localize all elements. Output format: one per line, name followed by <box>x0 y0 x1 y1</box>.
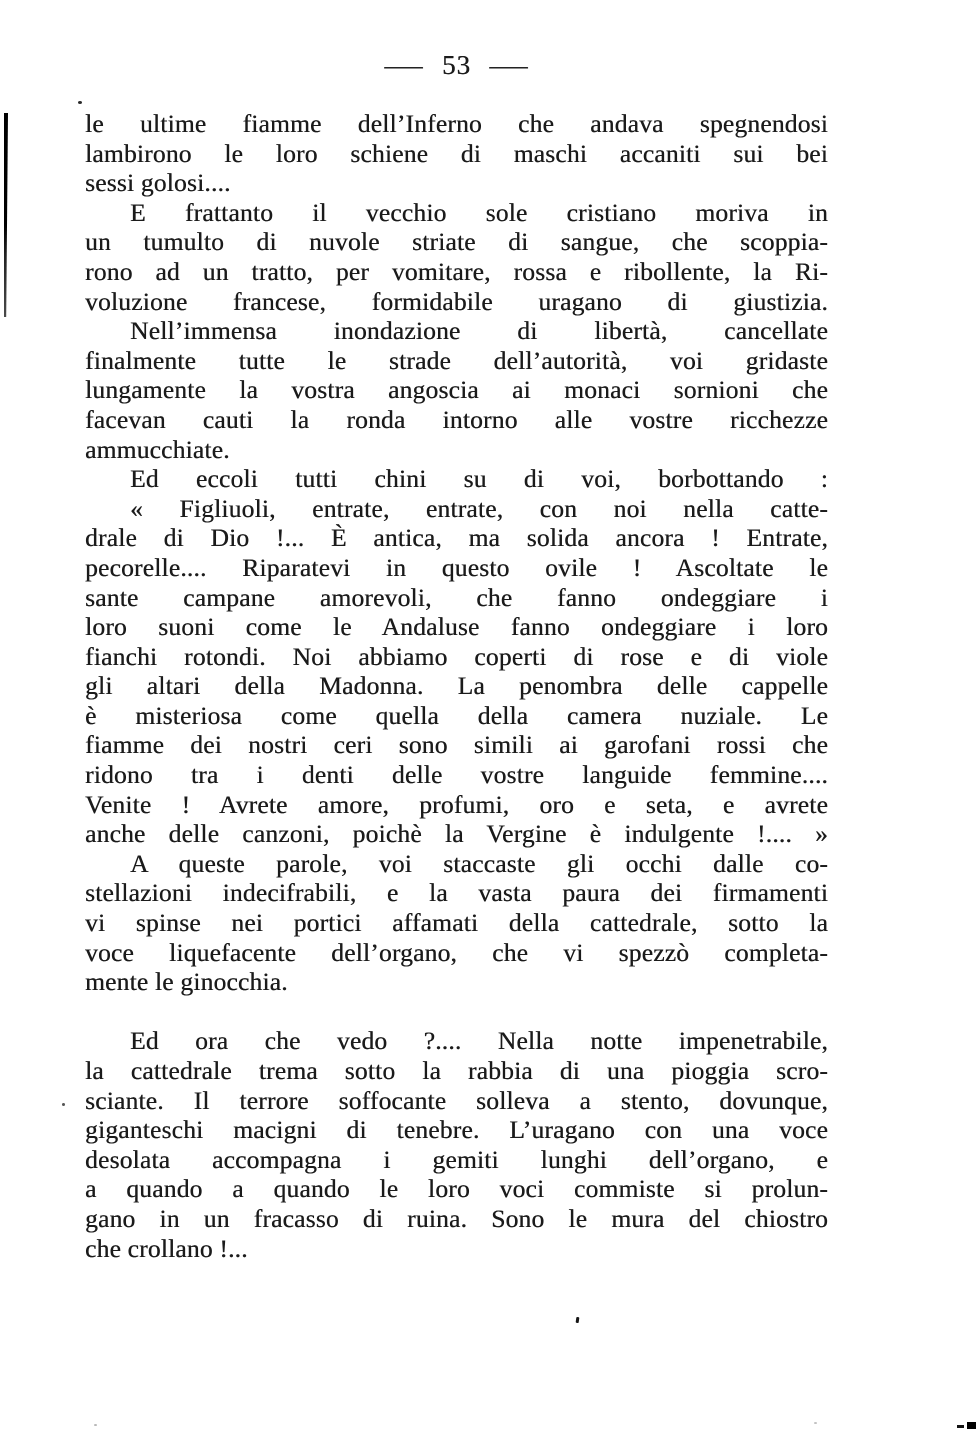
corner-mark-artifact <box>967 1422 976 1429</box>
ink-speck <box>78 101 82 104</box>
ink-speck <box>62 1103 65 1106</box>
text-line: ammucchiate. <box>85 434 230 464</box>
paragraph-gap <box>85 997 828 1027</box>
page-number: 53 <box>442 50 471 80</box>
text-line: « Figliuoli, entrate, entrate, con noi nella catte- <box>130 493 828 523</box>
scan-edge-line-artifact <box>4 113 8 317</box>
ink-speck <box>814 1422 817 1424</box>
text-line: finalmente tutte le strade dell’autorità, voi gridaste <box>85 345 828 375</box>
body-text <box>85 109 828 1263</box>
text-line: mente le ginocchia. <box>85 967 288 997</box>
ink-speck <box>576 1317 580 1323</box>
text-line: voce liquefacente dell’organo, che vi spezzò completa- <box>85 937 828 967</box>
text-line: lambirono le loro schiene di maschi accaniti sui bei <box>85 138 828 168</box>
text-line: voluzione francese, formidabile uragano di giustizia. <box>85 286 828 316</box>
text-line: è misteriosa come quella della camera nuziale. Le <box>85 700 828 730</box>
text-line: E frattanto il vecchio sole cristiano moriva in <box>130 197 828 227</box>
text-line: facevan cauti la ronda intorno alle vostre ricchezze <box>85 404 828 434</box>
text-line: Nell’immensa inondazione di libertà, cancellate <box>130 316 828 346</box>
text-line: lungamente la vostra angoscia ai monaci sornioni che <box>85 375 828 405</box>
text-line: la cattedrale trema sotto la rabbia di una pioggia scro- <box>85 1056 828 1085</box>
text-line: rono ad un tratto, per vomitare, rossa e ribollente, la Ri- <box>85 256 828 286</box>
text-line: ridono tra i denti delle vostre languide femmine.... <box>85 760 828 790</box>
ink-speck <box>94 1424 97 1426</box>
header-dash-left: — <box>384 50 424 80</box>
text-line: Venite ! Avrete amore, profumi, oro e seta, e avrete <box>85 789 828 819</box>
text-line: stellazioni indecifrabili, e la vasta paura dei firmamenti <box>85 878 828 908</box>
text-line: gano in un fracasso di ruina. Sono le mura del chiostro <box>85 1203 828 1233</box>
text-line: gli altari della Madonna. La penombra delle cappelle <box>85 671 828 701</box>
text-line: a quando a quando le loro voci commiste si prolun- <box>85 1174 828 1204</box>
text-line: sciante. Il terrore soffocante solleva a stento, dovunque, <box>85 1085 828 1115</box>
text-line: drale di Dio !... È antica, ma solida ancora ! Entrate, <box>85 523 828 553</box>
header-dash-right: — <box>489 50 529 80</box>
text-line: giganteschi macigni di tenebre. L’uragano con una voce <box>85 1115 828 1145</box>
page-header <box>85 50 828 81</box>
text-line: le ultime fiamme dell’Inferno che andava spegnendosi <box>85 109 828 138</box>
corner-mark-artifact <box>957 1425 964 1428</box>
text-line: sante campane amorevoli, che fanno ondeggiare i <box>85 582 828 612</box>
text-line: vi spinse nei portici affamati della cattedrale, sotto la <box>85 908 828 938</box>
text-line: fiamme dei nostri ceri sono simili ai garofani rossi che <box>85 730 828 760</box>
text-line: che crollano !... <box>85 1233 248 1263</box>
text-line: Ed eccoli tutti chini su di voi, borbottando : <box>130 464 828 494</box>
text-line: sessi golosi.... <box>85 168 231 198</box>
text-line: un tumulto di nuvole striate di sangue, che scoppia- <box>85 227 828 257</box>
text-line: loro suoni come le Andaluse fanno ondeggiare i loro <box>85 612 828 642</box>
text-line: pecorelle.... Riparatevi in questo ovile ! Ascoltate le <box>85 552 828 582</box>
text-line: A queste parole, voi staccaste gli occhi dalle co- <box>130 848 828 878</box>
text-line: anche delle canzoni, poichè la Vergine è indulgente !.... » <box>85 819 828 849</box>
text-line: Ed ora che vedo ?.... Nella notte impenetrabile, <box>130 1026 828 1056</box>
text-line: desolata accompagna i gemiti lunghi dell’organo, e <box>85 1144 828 1174</box>
text-line: fianchi rotondi. Noi abbiamo coperti di rose e di viole <box>85 641 828 671</box>
